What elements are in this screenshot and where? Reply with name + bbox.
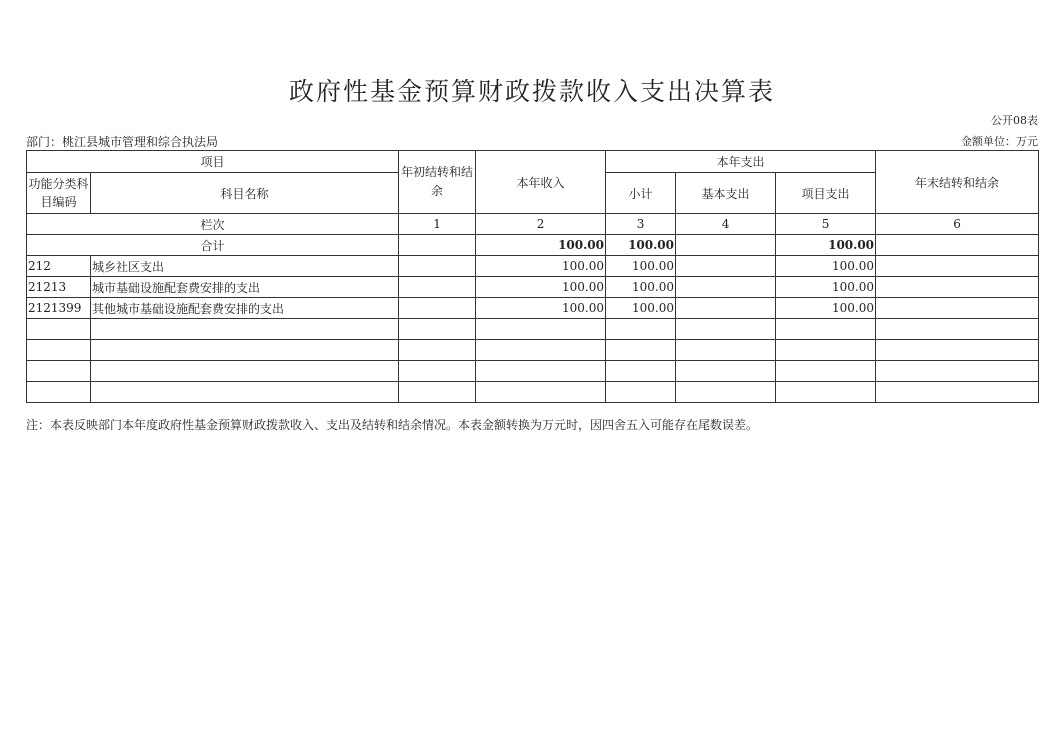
row-closing [876, 277, 1039, 298]
header-opening-balance-text: 年初结转和结余 [401, 165, 474, 198]
row-code: 2121399 [27, 298, 91, 319]
empty-row [27, 319, 1039, 340]
empty-cell [476, 340, 606, 361]
empty-cell [606, 340, 676, 361]
table-row [27, 277, 1039, 298]
empty-cell [399, 340, 476, 361]
row-code: 212 [27, 256, 91, 277]
row-basic [676, 298, 776, 319]
column-index-2: 2 [476, 214, 606, 235]
page-title: 政府性基金预算财政拨款收入支出决算表 [288, 77, 775, 106]
row-code: 21213 [27, 277, 91, 298]
empty-row [27, 361, 1039, 382]
row-opening [399, 256, 476, 277]
empty-cell [476, 319, 606, 340]
empty-cell [27, 319, 91, 340]
empty-cell [91, 361, 399, 382]
empty-cell [91, 382, 399, 403]
empty-cell [676, 319, 776, 340]
empty-cell [676, 361, 776, 382]
empty-cell [776, 340, 876, 361]
empty-cell [606, 319, 676, 340]
empty-cell [876, 382, 1039, 403]
column-index-5: 5 [776, 214, 876, 235]
row-income: 100.00 [476, 256, 606, 277]
header-subject-name: 科目名称 [91, 173, 399, 214]
empty-cell [27, 361, 91, 382]
total-row [27, 235, 1039, 256]
total-project: 100.00 [776, 235, 876, 256]
empty-cell [27, 340, 91, 361]
total-subtotal: 100.00 [606, 235, 676, 256]
column-index-1: 1 [399, 214, 476, 235]
header-row-1 [27, 151, 1039, 173]
empty-cell [776, 382, 876, 403]
table-row [27, 298, 1039, 319]
row-project: 100.00 [776, 298, 876, 319]
total-label: 合计 [27, 235, 399, 256]
header-income: 本年收入 [476, 151, 606, 214]
row-basic [676, 256, 776, 277]
empty-cell [776, 361, 876, 382]
header-expenditure: 本年支出 [606, 151, 876, 173]
form-number: 公开08表 [991, 114, 1038, 127]
header-basic: 基本支出 [676, 173, 776, 214]
row-subtotal: 100.00 [606, 277, 676, 298]
department-label: 部门：桃江县城市管理和综合执法局 [26, 135, 219, 149]
empty-cell [399, 361, 476, 382]
total-basic [676, 235, 776, 256]
unit-label: 金额单位：万元 [961, 135, 1038, 148]
empty-cell [91, 340, 399, 361]
empty-cell [399, 382, 476, 403]
row-subtotal: 100.00 [606, 298, 676, 319]
column-index-row [27, 214, 1039, 235]
empty-cell [399, 319, 476, 340]
empty-cell [676, 382, 776, 403]
header-func-code: 功能分类科目编码 [27, 173, 91, 214]
row-name: 城乡社区支出 [91, 256, 399, 277]
row-basic [676, 277, 776, 298]
row-subtotal: 100.00 [606, 256, 676, 277]
row-opening [399, 277, 476, 298]
row-name: 其他城市基础设施配套费安排的支出 [91, 298, 399, 319]
column-index-6: 6 [876, 214, 1039, 235]
header-subtotal: 小计 [606, 173, 676, 214]
empty-cell [776, 319, 876, 340]
empty-cell [476, 382, 606, 403]
row-project: 100.00 [776, 256, 876, 277]
total-opening [399, 235, 476, 256]
table-row [27, 256, 1039, 277]
empty-cell [476, 361, 606, 382]
row-closing [876, 256, 1039, 277]
empty-cell [91, 319, 399, 340]
column-index-3: 3 [606, 214, 676, 235]
empty-cell [876, 361, 1039, 382]
column-index-4: 4 [676, 214, 776, 235]
footnote: 注：本表反映部门本年度政府性基金预算财政拨款收入、支出及结转和结余情况。本表金额转换为万元时，因四舍五入可能存在尾数误差。 [26, 418, 759, 432]
empty-cell [606, 361, 676, 382]
row-income: 100.00 [476, 298, 606, 319]
row-project: 100.00 [776, 277, 876, 298]
total-closing [876, 235, 1039, 256]
budget-table [26, 150, 1039, 403]
total-income: 100.00 [476, 235, 606, 256]
empty-cell [676, 340, 776, 361]
header-opening-balance [399, 151, 476, 214]
row-income: 100.00 [476, 277, 606, 298]
header-closing-balance: 年末结转和结余 [876, 151, 1039, 214]
header-project: 项目支出 [776, 173, 876, 214]
header-item: 项目 [27, 151, 399, 173]
empty-cell [876, 340, 1039, 361]
row-closing [876, 298, 1039, 319]
empty-cell [606, 382, 676, 403]
row-opening [399, 298, 476, 319]
empty-cell [27, 382, 91, 403]
empty-cell [876, 319, 1039, 340]
row-name: 城市基础设施配套费安排的支出 [91, 277, 399, 298]
column-index-label: 栏次 [27, 214, 399, 235]
empty-row [27, 340, 1039, 361]
empty-row [27, 382, 1039, 403]
